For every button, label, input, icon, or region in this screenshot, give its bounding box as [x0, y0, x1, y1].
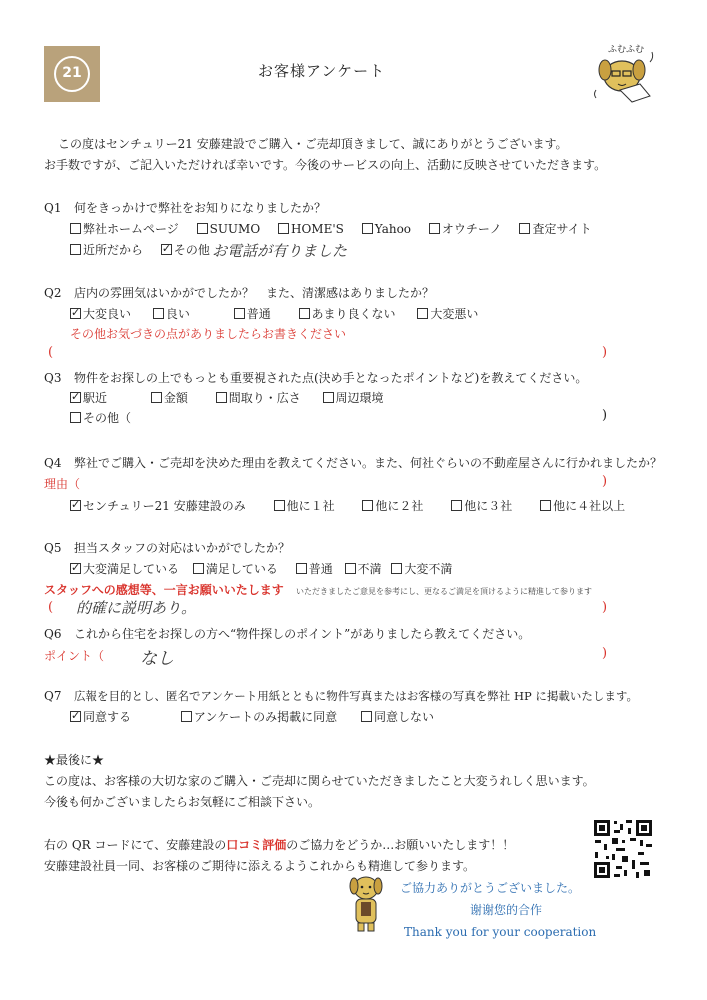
century21-logo	[44, 46, 100, 102]
checkbox[interactable]	[197, 223, 208, 234]
option-label: 大変不満	[404, 562, 453, 576]
checkbox[interactable]	[540, 500, 551, 511]
q5-paren-open: (	[48, 600, 54, 615]
page-title: お客様アンケート	[258, 62, 386, 80]
closing-qr-line	[44, 837, 514, 853]
q1-option-suumo[interactable]	[197, 221, 261, 237]
option-label: 満足している	[205, 562, 278, 576]
option-label: Yahoo	[374, 222, 412, 236]
option-label: 普通	[308, 562, 333, 576]
mascot-reading-illustration	[590, 40, 670, 110]
option-label: アンケートのみ掲載に同意	[193, 710, 338, 724]
q5-options	[70, 561, 466, 577]
checkbox-checked[interactable]	[70, 500, 81, 511]
closing-line-1: この度は、お客様の大切な家のご購入・ご売却に関らせていただきましたこと大変うれしく思います。	[44, 774, 595, 788]
q2-label: Q2	[44, 286, 62, 300]
q1-question: 何をきっかけで弊社をお知りになりましたか？	[74, 201, 327, 215]
option-label: 不満	[357, 562, 382, 576]
checkbox[interactable]	[362, 500, 373, 511]
mascot-caption: ふむふむ	[608, 45, 645, 55]
checkbox-checked[interactable]	[161, 244, 172, 255]
option-label: オウチーノ	[441, 222, 502, 236]
option-label: 弊社ホームページ	[83, 222, 179, 236]
q3-option-environment[interactable]	[323, 390, 384, 406]
checkbox-checked[interactable]	[70, 308, 81, 319]
q3-other-label: その他（	[83, 411, 132, 425]
q5-option-normal[interactable]	[296, 561, 333, 577]
option-label: SUUMO	[209, 222, 261, 236]
option-label: 普通	[246, 307, 271, 321]
checkbox[interactable]	[345, 563, 356, 574]
logo-text: 21	[62, 65, 82, 81]
q6-label: Q6	[44, 627, 62, 641]
checkbox[interactable]	[361, 711, 372, 722]
q3-label: Q3	[44, 371, 62, 385]
q3-other-close: )	[602, 408, 608, 423]
option-label: 査定サイト	[532, 222, 592, 236]
q4-question: 弊社でご購入・ご売却を決めた理由を教えてください。また、何社ぐらいの不動産屋さんに行かれましたか？	[74, 456, 663, 470]
checkbox[interactable]	[151, 392, 162, 403]
checkbox[interactable]	[299, 308, 310, 319]
q5-paren-close: )	[602, 600, 608, 615]
option-label: 駅近	[83, 391, 108, 405]
checkbox[interactable]	[181, 711, 192, 722]
q4-option-one-more[interactable]	[274, 498, 335, 514]
q2-option-normal[interactable]	[234, 306, 271, 322]
q1-option-homes[interactable]	[278, 221, 344, 237]
q2-options	[70, 306, 492, 322]
q4-reason-close: )	[602, 474, 608, 489]
q2-option-very-good[interactable]	[70, 306, 131, 322]
q7-option-agree[interactable]	[70, 709, 131, 725]
q2-prompt: その他お気づきの点がありましたらお書きください	[70, 327, 347, 341]
q5-note: いただきましたご意見を参考にし、更なるご満足を頂けるように精進して参ります	[296, 587, 592, 596]
option-label: 大変良い	[83, 307, 132, 321]
closing-heading: ★最後に★	[44, 753, 105, 767]
checkbox[interactable]	[70, 244, 81, 255]
checkbox[interactable]	[451, 500, 462, 511]
mascot-dog-illustration	[344, 872, 388, 934]
closing-line-4: 安藤建設社員一同、お客様のご期待に添えるようこれからも精進して参ります。	[44, 859, 476, 873]
intro-line-1: この度はセンチュリー21 安藤建設でご購入・ご売却頂きまして、誠にありがとうございます。	[58, 137, 568, 151]
q1-option-satei[interactable]	[519, 221, 591, 237]
q1-option-nearby[interactable]	[70, 242, 143, 258]
q1-label: Q1	[44, 201, 62, 215]
q2-option-not-good[interactable]	[299, 306, 396, 322]
q1-option-yahoo[interactable]	[362, 221, 411, 237]
qr-line-highlight: 口コミ評価	[226, 838, 287, 852]
q2-paren-open: (	[48, 345, 54, 360]
checkbox-checked[interactable]	[70, 711, 81, 722]
thanks-english: Thank you for your cooperation	[404, 925, 597, 939]
thanks-japanese: ご協力ありがとうございました。	[400, 881, 581, 895]
q4-option-three-more[interactable]	[451, 498, 512, 514]
checkbox[interactable]	[153, 308, 164, 319]
option-label: 近所だから	[83, 243, 144, 257]
q1-option-other[interactable]	[161, 242, 210, 258]
checkbox[interactable]	[391, 563, 402, 574]
q5-option-very-satisfied[interactable]	[70, 561, 179, 577]
checkbox[interactable]	[234, 308, 245, 319]
option-label: 周辺環境	[335, 391, 384, 405]
q3-other[interactable]	[70, 410, 131, 426]
checkbox[interactable]	[323, 392, 334, 403]
option-label: HOME'S	[291, 222, 344, 236]
option-label: 間取り・広さ	[228, 391, 301, 405]
q4-option-four-plus[interactable]	[540, 498, 625, 514]
option-label: 同意しない	[373, 710, 434, 724]
option-label: 金額	[163, 391, 188, 405]
q5-option-unsatisfied[interactable]	[345, 561, 382, 577]
checkbox[interactable]	[296, 563, 307, 574]
checkbox[interactable]	[362, 223, 373, 234]
q4-reason-label: 理由（	[44, 477, 81, 491]
checkbox[interactable]	[429, 223, 440, 234]
qr-line-text: 右の QR コードにて、安藤建設の	[44, 838, 227, 852]
checkbox-checked[interactable]	[70, 563, 81, 574]
q6-question: これから住宅をお探しの方へ“物件探しのポイント”がありましたら教えてください。	[74, 627, 531, 641]
q5-option-satisfied[interactable]	[193, 561, 278, 577]
qr-line-text-end: のご協力をどうか…お願いいたします！！	[286, 838, 515, 852]
q2-option-very-bad[interactable]	[417, 306, 478, 322]
option-label: 大変悪い	[430, 307, 479, 321]
thanks-chinese: 谢谢您的合作	[470, 903, 543, 917]
option-label: 同意する	[83, 710, 132, 724]
checkbox[interactable]	[519, 223, 530, 234]
q5-prompt: スタッフへの感想等、一言お願いいたします	[44, 583, 284, 597]
q2-question: 店内の雰囲気はいかがでしたか？ また、清潔感はありましたか？	[74, 286, 435, 300]
q1-handwritten-answer: お電話が有りました	[212, 242, 348, 260]
q7-question: 広報を目的とし、匿名でアンケート用紙とともに物件写真またはお客様の写真を弊社 HP に掲載いたします。	[74, 689, 638, 703]
checkbox[interactable]	[193, 563, 204, 574]
q3-question: 物件をお探しの上でもっとも重要視された点(決め手となったポイントなど)を教えてください。	[74, 371, 588, 385]
option-label: 他に４社以上	[553, 499, 626, 513]
q4-label: Q4	[44, 456, 62, 470]
qr-code[interactable]	[592, 818, 654, 880]
checkbox[interactable]	[216, 392, 227, 403]
q4-options	[70, 498, 639, 514]
q6-prompt: ポイント（	[44, 649, 105, 663]
q7-option-survey-only[interactable]	[181, 709, 337, 725]
q4-option-two-more[interactable]	[362, 498, 423, 514]
q3-option-price[interactable]	[151, 390, 188, 406]
option-label: 良い	[165, 307, 190, 321]
q4-option-only-us[interactable]	[70, 498, 246, 514]
q1-option-homepage[interactable]	[70, 221, 179, 237]
q5-option-very-unsatisfied[interactable]	[391, 561, 452, 577]
q7-label: Q7	[44, 689, 62, 703]
q7-option-disagree[interactable]	[361, 709, 434, 725]
q2-option-good[interactable]	[153, 306, 190, 322]
q6-handwritten-answer: なし	[140, 649, 174, 669]
q5-label: Q5	[44, 541, 62, 555]
checkbox[interactable]	[278, 223, 289, 234]
closing-line-2: 今後も何かございましたらお気軽にご相談下さい。	[44, 795, 321, 809]
q5-question: 担当スタッフの対応はいかがでしたか？	[74, 541, 291, 555]
q1-options-row1	[70, 221, 606, 237]
q3-option-station[interactable]	[70, 390, 107, 406]
checkbox[interactable]	[274, 500, 285, 511]
q3-options	[70, 390, 398, 406]
q7-options	[70, 709, 448, 725]
q6-paren-close: )	[602, 646, 608, 661]
option-label: 他に３社	[464, 499, 513, 513]
q5-handwritten-answer: 的確に説明あり。	[76, 599, 197, 617]
option-label: センチュリー21 安藤建設のみ	[83, 499, 246, 513]
checkbox-checked[interactable]	[70, 392, 81, 403]
q1-option-ouchino[interactable]	[429, 221, 502, 237]
option-label: 他に１社	[286, 499, 335, 513]
option-label: 他に２社	[375, 499, 424, 513]
checkbox[interactable]	[70, 223, 81, 234]
checkbox[interactable]	[70, 412, 81, 423]
intro-line-2: お手数ですが、ご記入いただければ幸いです。今後のサービスの向上、活動に反映させていただきます。	[44, 158, 607, 172]
q2-paren-close: )	[602, 345, 608, 360]
q1-options-row2	[70, 242, 216, 258]
q3-option-layout[interactable]	[216, 390, 301, 406]
checkbox[interactable]	[417, 308, 428, 319]
option-label: その他	[173, 243, 210, 257]
option-label: 大変満足している	[83, 562, 180, 576]
option-label: あまり良くない	[311, 307, 396, 321]
